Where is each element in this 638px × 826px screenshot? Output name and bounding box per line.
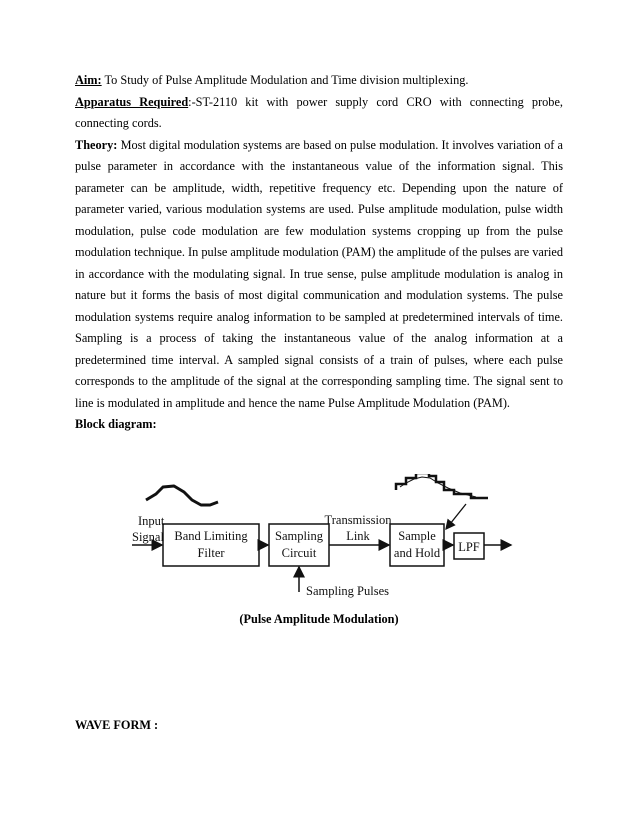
apparatus-label: Apparatus Required bbox=[75, 94, 189, 109]
input-label-line2: Signal bbox=[132, 530, 164, 544]
sample-hold-label-line1: Sample bbox=[398, 529, 436, 543]
transmission-label-line2: Link bbox=[346, 529, 370, 543]
transmission-label-line1: Transmission bbox=[324, 513, 392, 527]
sample-hold-waveform bbox=[396, 474, 488, 498]
aim-label: Aim: bbox=[75, 73, 102, 87]
waveform-pointer-arrow bbox=[446, 504, 466, 529]
apparatus-paragraph bbox=[75, 92, 563, 135]
waveform-heading: WAVE FORM : bbox=[75, 718, 159, 732]
block-diagram-heading: Block diagram: bbox=[75, 417, 157, 431]
theory-label: Theory: bbox=[75, 137, 118, 152]
theory-paragraph bbox=[75, 135, 563, 415]
document-body bbox=[75, 70, 563, 436]
reconstructed-curve bbox=[400, 477, 476, 497]
sampling-circuit-label-line2: Circuit bbox=[281, 546, 317, 560]
lpf-label: LPF bbox=[458, 540, 480, 554]
theory-text: Most digital modulation systems are based on pulse modulation. It involves variation of a pulse parameter in accordance with the instantaneous value of the information signal. This parameter can be amplitude, width, repetitive frequency etc. Depending upon the nature of parameter varied, various modulation systems are used. Pulse amplitude modulation, pulse width modulation, pulse code modulation are few modulation systems cropping up from the pulse modulation technique. In pulse amplitude modulation (PAM) the amplitude of the pulses are varied in accordance with the modulating signal. In true sense, pulse amplitude modulation is analog in nature but it forms the basis of most digital communication and modulation systems. The pulse modulation systems require analog information to be sampled at predetermined intervals of time. Sampling is a process of taking the instantaneous value of the analog information at a predetermined time interval. A sampled signal consists of a train of pulses, where each pulse corresponds to the amplitude of the signal at the corresponding sampling time. The signal sent to line is modulated in amplitude and hence the name Pulse Amplitude Modulation (PAM). bbox=[75, 137, 563, 410]
input-label-line1: Input bbox=[138, 514, 165, 528]
pam-block-diagram bbox=[126, 474, 518, 598]
aim-paragraph bbox=[75, 70, 563, 92]
diagram-caption: (Pulse Amplitude Modulation) bbox=[239, 612, 399, 626]
band-limiting-label-line1: Band Limiting bbox=[174, 529, 248, 543]
band-limiting-label-line2: Filter bbox=[197, 546, 225, 560]
input-signal-waveform bbox=[146, 486, 218, 505]
sampling-pulses-label: Sampling Pulses bbox=[306, 584, 389, 598]
sampling-circuit-label-line1: Sampling bbox=[275, 529, 323, 543]
aim-text: To Study of Pulse Amplitude Modulation and Time division multiplexing. bbox=[101, 73, 469, 87]
sample-hold-label-line2: and Hold bbox=[393, 546, 441, 560]
apparatus-text: :-ST-2110 kit with power supply cord CRO with connecting probe, connecting cords. bbox=[75, 94, 563, 130]
